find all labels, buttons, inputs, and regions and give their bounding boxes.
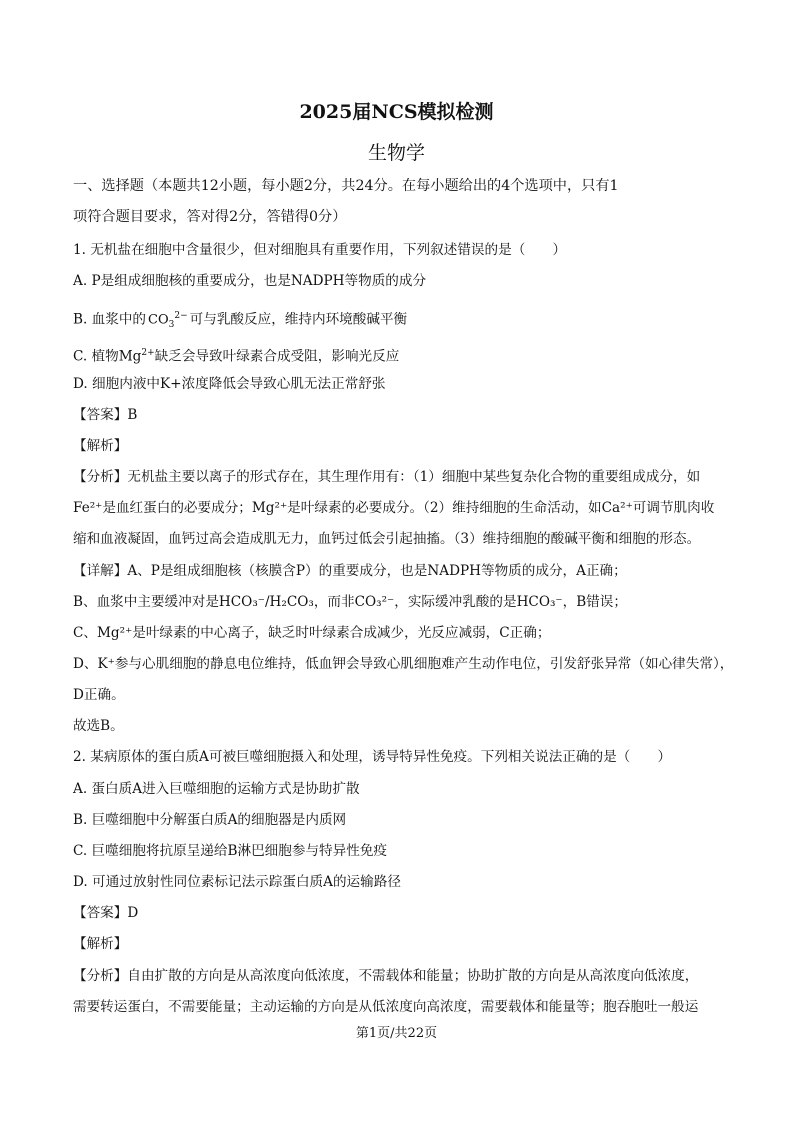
q1-fenxi-2: Fe²⁺是血红蛋白的必要成分；Mg²⁺是叶绿素的必要成分。（2）维持细胞的生命活动，如Ca²⁺可调节肌肉收 — [73, 500, 715, 516]
q1-fenxi-3: 缩和血液凝固，血钙过高会造成肌无力，血钙过低会引起抽搐。（3）维持细胞的酸碱平衡和细胞的形态。 — [73, 531, 701, 547]
q1-option-c — [73, 343, 733, 367]
subject-title: 生物学 — [367, 142, 425, 164]
q1-option-c-sup: 2+ — [141, 348, 155, 358]
q2-answer: 【答案】D — [73, 905, 139, 921]
q2-option-a: A. 蛋白质A进入巨噬细胞的运输方式是协助扩散 — [73, 781, 360, 797]
q1-answer: 【答案】B — [73, 407, 138, 423]
q2-option-c: C. 巨噬细胞将抗原呈递给B淋巴细胞参与特异性免疫 — [73, 843, 388, 859]
q1-xiangjie-2: B、血浆中主要缓冲对是HCO₃⁻/H₂CO₃，而非CO₃²⁻，实际缓冲乳酸的是HCO₃⁻，B错误； — [73, 594, 627, 610]
q1-xiangjie-5: D正确。 — [73, 687, 125, 703]
q1-option-b-suffix: 可与乳酸反应，维持内环境酸碱平衡 — [189, 311, 408, 328]
q1-stem: 1. 无机盐在细胞中含量很少，但对细胞具有重要作用，下列叙述错误的是（ ） — [73, 242, 567, 258]
q2-fenxi-1: 【分析】自由扩散的方向是从高浓度向低浓度，不需载体和能量；协助扩散的方向是从高浓度向低浓度， — [73, 968, 699, 984]
q1-option-d: D. 细胞内液中K+浓度降低会导致心肌无法正常舒张 — [73, 376, 386, 392]
carbonate-ion-text: CO — [148, 312, 169, 328]
q2-fenxi-2: 需要转运蛋白，不需要能量；主动运输的方向是从低浓度向高浓度，需要载体和能量等；胞吞胞吐一般运 — [73, 999, 699, 1015]
section-heading-line1: 一、选择题（本题共12小题，每小题2分，共24分。在每小题给出的4个选项中，只有1 — [73, 178, 619, 194]
q1-option-c-suffix: 缺乏会导致叶绿素合成受阻，影响光反应 — [154, 348, 400, 365]
page-title: 2025届NCS模拟检测 — [299, 101, 494, 123]
q1-fenxi-1: 【分析】无机盐主要以离子的形式存在，其生理作用有：（1）细胞中某些复杂化合物的重要组成成分，如 — [73, 469, 701, 485]
q1-conclusion: 故选B。 — [73, 718, 124, 734]
q2-analysis-label: 【解析】 — [73, 936, 128, 952]
q1-option-c-prefix: C. 植物Mg — [73, 348, 142, 365]
q2-option-b: B. 巨噬细胞中分解蛋白质A的细胞器是内质网 — [73, 812, 347, 828]
q2-option-d: D. 可通过放射性同位素标记法示踪蛋白质A的运输路径 — [73, 874, 401, 890]
carbonate-ion: $CO_3^{2-}$ — [148, 311, 188, 330]
q1-xiangjie-4: D、K⁺参与心肌细胞的静息电位维持，低血钾会导致心肌细胞难产生动作电位，引发舒张异常（如心律失常）， — [73, 656, 734, 672]
q1-option-b-prefix: B. 血浆中的 — [73, 311, 147, 328]
page-number: 第1页/共22页 — [355, 1026, 438, 1041]
q1-xiangjie-1: 【详解】A、P是组成细胞核（核膜含P）的重要成分，也是NADPH等物质的成分，A正确； — [73, 563, 627, 579]
q1-option-a: A. P是组成细胞核的重要成分，也是NADPH等物质的成分 — [73, 273, 427, 289]
section-heading-line2: 项符合题目要求，答对得2分，答错得0分） — [73, 209, 347, 225]
q2-stem: 2. 某病原体的蛋白质A可被巨噬细胞摄入和处理，诱导特异性免疫。下列相关说法正确的是（ ） — [73, 749, 672, 765]
q1-xiangjie-3: C、Mg²⁺是叶绿素的中心离子，缺乏时叶绿素合成减少，光反应减弱，C正确； — [73, 625, 551, 641]
q1-option-b — [73, 306, 733, 335]
q1-analysis-label: 【解析】 — [73, 438, 128, 454]
